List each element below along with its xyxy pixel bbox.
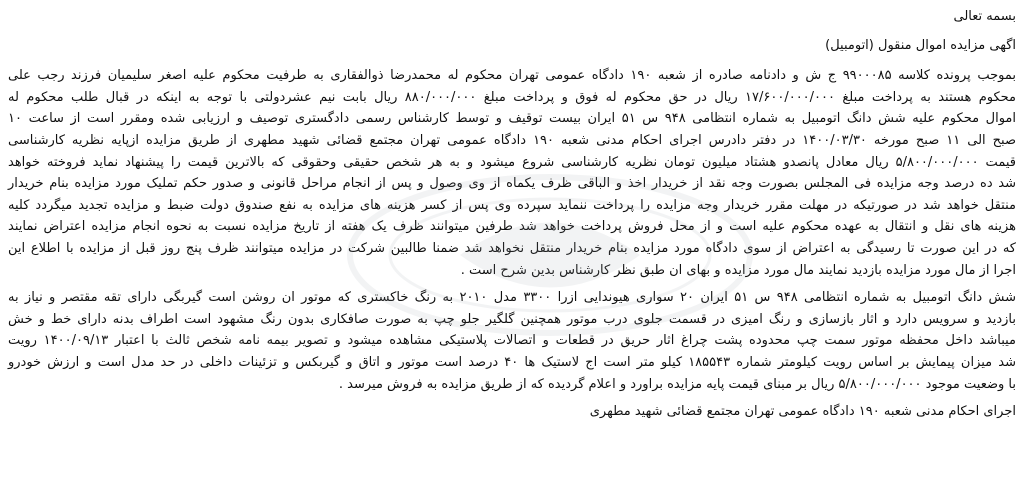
paragraph-line: اموال محکوم علیه شش دانگ اتومبیل به شماره انتظامی ۹۴۸ س ۵۱ ایران بیست توقیف و توسط کارشناس رسمی دادگستری توصیف و ارزیابی شده ومقرر است از ساعت ۱۰ xyxy=(8,111,1016,127)
paragraph-line: که در این صورت تا رسیدگی به اعتراض از سوی دادگاه مورد مزایده بنام خریدار منتقل نخواهد شد ضمنا طالبین شرکت در مزایده میتوانند ظرف پنج روز قبل از مزایده با اطلاع این xyxy=(8,240,1016,256)
paragraph-line: اجرا از مال مورد مزایده بازدید نمایند مال مورد مزایده و بهای ان طبق نظر کارشناس بدین شرح است . xyxy=(460,262,1016,278)
paragraph-line: شد میزان پیمایش بر اساس رویت کیلومتر شماره ۱۸۵۵۴۳ کیلو متر است اج لاستیک ها ۴۰ درصد است موتور و اتاق و گیربکس و تزئینات داخلی در حد مدل است و ارزش خودرو xyxy=(8,354,1016,370)
paragraph-line: شد ده درصد وجه مزایده فی المجلس بصورت وجه نقد از خریدار اخذ و الباقی ظرف یکماه از وی وصول و پس از انجام مراحل قانونی و صدور حکم تملیک مورد مزایده بنام خریدار xyxy=(8,176,1016,192)
paragraph-line: قیمت ۵/۸۰۰/۰۰۰/۰۰۰ ریال معادل پانصدو هشتاد میلیون تومان نظریه کارشناسی شروع میشود و به هر شخص حقیقی وحقوقی که بالاترین قیمت را پیشنهاد نماید فروخته خواهد xyxy=(8,154,1016,170)
paragraph-line: شش دانگ اتومبیل به شماره انتظامی ۹۴۸ س ۵۱ ایران ۲۰ سواری هیوندایی ازرا ۳۳۰۰ مدل ۲۰۱۰ به رنگ خاکستری که موتور ان روشن است گیربگی دارای تقه مقتصر و نیاز به xyxy=(8,290,1017,306)
paragraph-line: هزینه های نقل و انتقال به عهده محکوم علیه است و از محل فروش پرداخت خواهد شد طرفین میتوانند ظرف یک هفته از تاریخ مزایده نسبت به نحوه انجام مزایده اعتراض نمایند xyxy=(8,219,1016,235)
paragraph-case-details xyxy=(8,65,1016,281)
paragraph-line: محکوم هستند به پرداخت مبلغ ۱۷/۶۰۰/۰۰۰/۰۰۰ ریال در حق محکوم له فوق و پرداخت مبلغ ۸۸۰/۰۰۰/۰۰۰ ریال بابت نیم عشردولتی با توجه به اینکه در قبال طلب محکوم له xyxy=(8,89,1017,105)
paragraph-line: با وضعیت موجود ۵/۸۰۰/۰۰۰/۰۰۰ ریال بر مبنای قیمت پایه مزایده براورد و اعلام گردیده که از طریق مزایده به فروش میرسد . xyxy=(338,376,1016,392)
paragraph-vehicle-description xyxy=(8,287,1016,395)
paragraph-line: میباشد داخل محفظه موتور سمت چپ محدوده پشت چراغ اثار حریق در قطعات و اتصالات پلاستیکی مشاهده میشود و تصویر بیمه نامه شخص ثالث با اعتبار ۱۴۰۰/۰۹/۱۳ رویت xyxy=(8,333,1017,349)
heading-bismillah: بسمه تعالی xyxy=(953,9,1016,24)
paragraph-line: بازدید و سرویس دارد و اثار بازسازی و رنگ امیزی در قسمت جلوی درب موتور همچنین گلگیر جلو چپ به صورت صافکاری بدون رنگ مشهود است اطراف بدنه دارای خط و خش xyxy=(8,311,1016,327)
paragraph-line: صبح الی ۱۱ صبح مورخه ۱۴۰۰/۰۳/۳۰ در دفتر دادرس اجرای احکام مدنی شعبه ۱۹۰ دادگاه عمومی تهران مجتمع قضائی شهید مطهری از طریق مزایده ازپایه نظریه کارشناسی xyxy=(8,132,1017,148)
signature-line: اجرای احکام مدنی شعبه ۱۹۰ دادگاه عمومی تهران مجتمع قضائی شهید مطهری xyxy=(589,404,1016,420)
paragraph-line: بموجب پرونده کلاسه ۹۹۰۰۰۸۵ ج ش و دادنامه صادره از شعبه ۱۹۰ دادگاه عمومی تهران محکوم له محمدرضا ذوالفقاری به طرفیت محکوم علیه اصغر سلیمیان فرزند رجب علی xyxy=(8,68,1016,84)
notice-title: اگهی مزایده اموال منقول (اتومبیل) xyxy=(825,37,1016,53)
paragraph-line: منتقل خواهد شد در صورتیکه در مهلت مقرر خریدار وجه مزایده را پرداخت ننماید سپرده وی پس از کسر هزینه های مزایده به نفع صندوق دولت ضبط و مزایده تجدید میگردد کلیه xyxy=(8,197,1016,213)
